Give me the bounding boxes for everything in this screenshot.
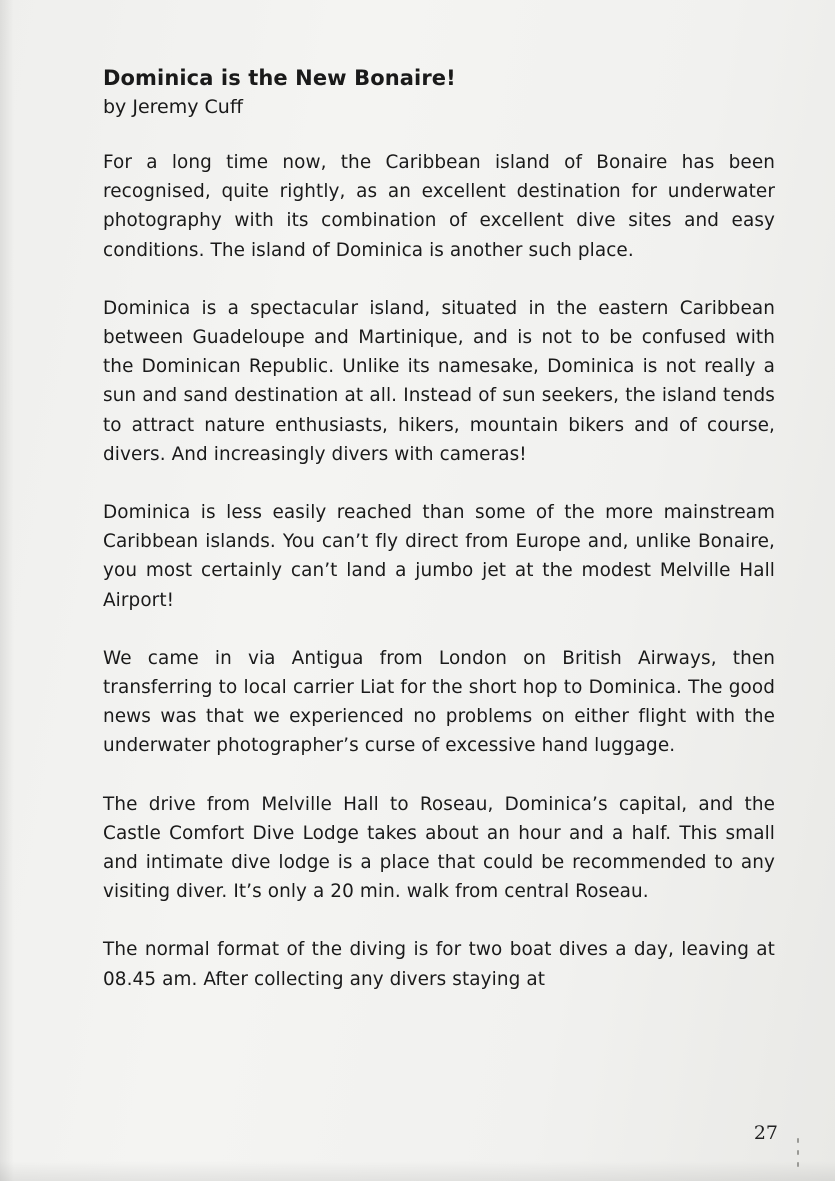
binding-mark [797,1138,799,1143]
binding-mark [797,1150,799,1155]
paragraph: The normal format of the diving is for two boat dives a day, leaving at 08.45 am. After collecting any divers staying at [103,939,775,990]
page-bottom-shadow [0,1161,835,1181]
article [103,64,775,1023]
article-title: Dominica is the New Bonaire! [103,66,456,90]
paragraph: For a long time now, the Caribbean island of Bonaire has been recognised, quite rightly, as an excellent destination for underwater photography with its combination of excellent dive sites and easy conditions. The island of Dominica is another such place. [103,152,775,261]
page-number: 27 [753,1122,778,1144]
paragraph: The drive from Melville Hall to Roseau, Dominica’s capital, and the Castle Comfort Dive Lodge takes about an hour and a half. This small and intimate dive lodge is a place that could be recommended to any visiting diver. It’s only a 20 min. walk from central Roseau. [103,793,775,903]
paragraph: Dominica is a spectacular island, situated in the eastern Caribbean between Guadeloupe and Martinique, and is not to be confused with the Dominican Republic. Unlike its namesake, Dominica is not really a sun and sand destination at all. Instead of sun seekers, the island tends to attract nature enthusiasts, hikers, mountain bikers and of course, divers. And increasingly divers with cameras! [103,297,775,465]
article-byline: by Jeremy Cuff [103,96,243,118]
paragraph: We came in via Antigua from London on British Airways, then transferring to local carrier Liat for the short hop to Dominica. The good news was that we experienced no problems on either flight with the underwater photographer’s curse of excessive hand luggage. [103,647,775,757]
paragraph: Dominica is less easily reached than some of the more mainstream Caribbean islands. You can’t fly direct from Europe and, unlike Bonaire, you most certainly can’t land a jumbo jet at the modest Melville Hall Airport! [103,502,775,611]
binding-mark [797,1162,799,1167]
page-edge-shadow [0,0,14,1181]
